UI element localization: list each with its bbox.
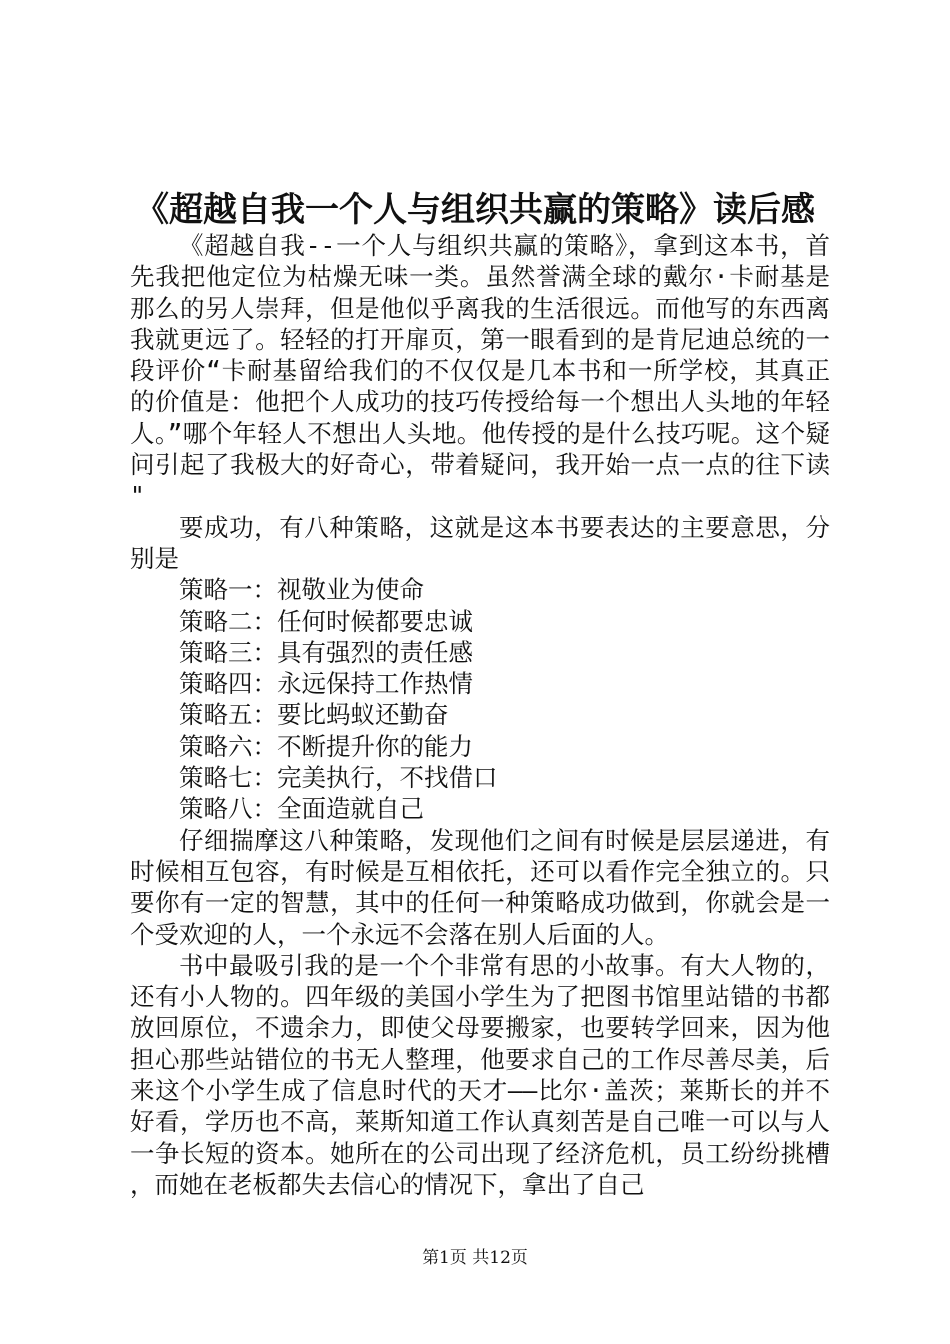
strategy-item-2: 策略二：任何时候都要忠诚 xyxy=(179,606,473,636)
paragraph-reflection: 仔细揣摩这八种策略，发现他们之间有时候是层层递进，有时候相互包容，有时候是互相依托，还可以看作完全独立的。只要你有一定的智慧，其中的任何一种策略成功做到，你就会是一个受欢迎的人，一个永远不会落在别人后面的人。 xyxy=(130,825,830,949)
strategy-item-5: 策略五：要比蚂蚁还勤奋 xyxy=(179,700,449,730)
strategy-item-1: 策略一：视敬业为使命 xyxy=(179,575,424,605)
page-number-footer: 第1页 共12页 xyxy=(422,1248,528,1268)
paragraph-stories: 书中最吸引我的是一个个非常有思的小故事。有大人物的，还有小人物的。四年级的美国小学生为了把图书馆里站错的书都放回原位，不遗余力，即使父母要搬家，也要转学回来，因为他担心那些站错位的书无人整理，他要求自己的工作尽善尽美，后来这个小学生成了信息时代的天才——比尔·盖茨；莱斯长的并不好看，学历也不高，莱斯知道工作认真刻苦是自己唯一可以与人一争长短的资本。她所在的公司出现了经济危机，员工纷纷挑槽，而她在老板都失去信心的情况下，拿出了自己 xyxy=(130,950,830,1199)
paragraph-strategies-intro: 要成功，有八种策略，这就是这本书要表达的主要意思，分别是 xyxy=(130,512,830,573)
document-body xyxy=(130,230,830,1200)
document-title: 《超越自我一个人与组织共赢的策略》读后感 xyxy=(135,190,815,230)
strategy-item-3: 策略三：具有强烈的责任感 xyxy=(179,637,473,667)
strategy-item-4: 策略四：永远保持工作热情 xyxy=(179,669,473,699)
strategy-item-7: 策略七：完美执行，不找借口 xyxy=(179,763,498,793)
strategy-item-8: 策略八：全面造就自己 xyxy=(179,794,424,824)
strategy-item-6: 策略六：不断提升你的能力 xyxy=(179,731,473,761)
paragraph-intro: 《超越自我--一个人与组织共赢的策略》，拿到这本书，首先我把他定位为枯燥无味一类。虽然誉满全球的戴尔·卡耐基是那么的另人崇拜，但是他似乎离我的生活很远。而他写的东西离我就更远了。轻轻的打开扉页，第一眼看到的是肯尼迪总统的一段评价“卡耐基留给我们的不仅仅是几本书和一所学校，其真正的价值是：他把个人成功的技巧传授给每一个想出人头地的年轻人。”哪个年轻人不想出人头地。他传授的是什么技巧呢。这个疑问引起了我极大的好奇心，带着疑问，我开始一点一点的往下读" xyxy=(130,231,830,511)
